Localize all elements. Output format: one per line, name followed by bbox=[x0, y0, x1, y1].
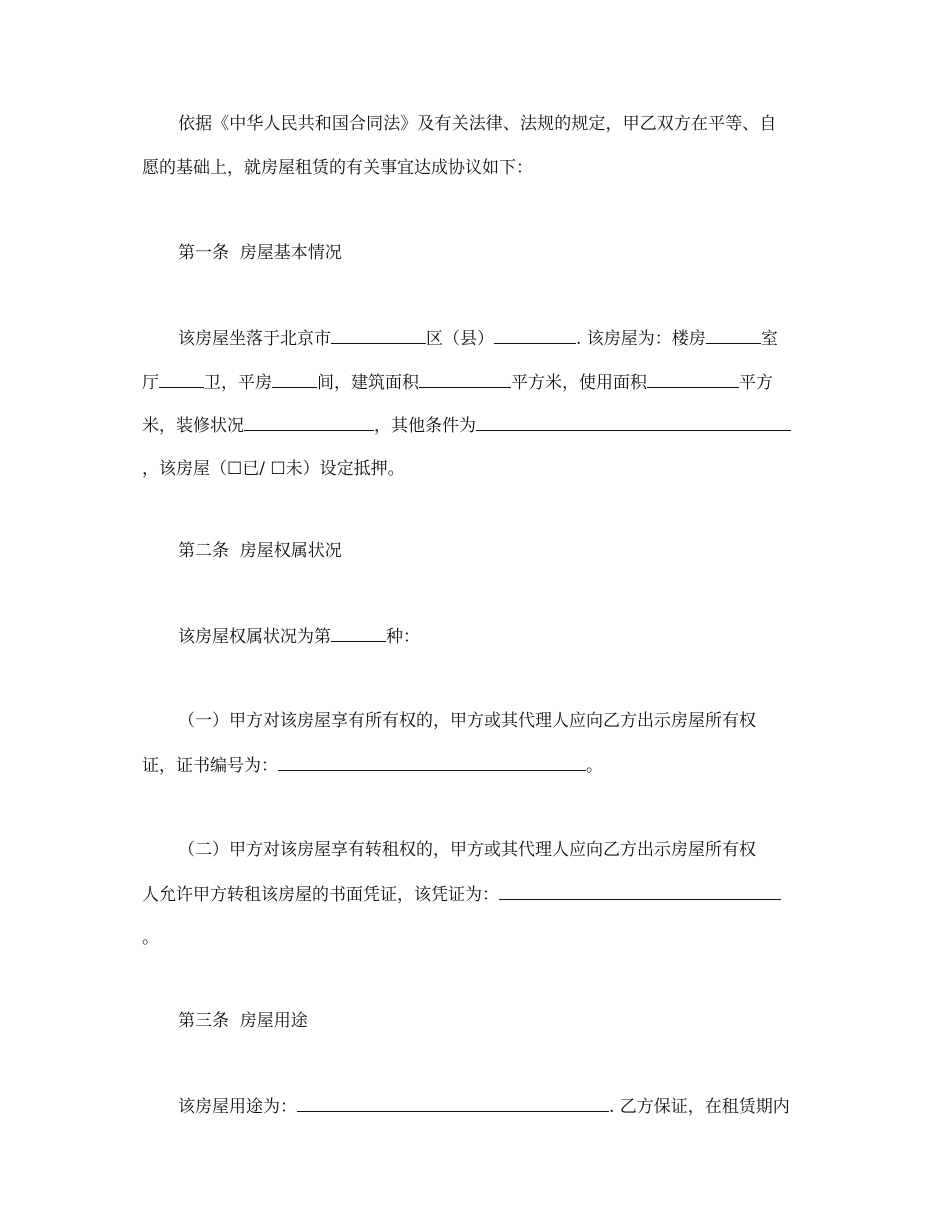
article1-text-3a: 米，装修状况 bbox=[142, 416, 244, 436]
article1-line-4 bbox=[142, 456, 814, 482]
article1-text-1a: 该房屋坐落于北京市 bbox=[178, 329, 331, 349]
article1-text-2e: 平方 bbox=[739, 373, 773, 393]
bungalow-rooms-blank[interactable] bbox=[272, 369, 317, 388]
article2-item2-text-2: 人允许甲方转租该房屋的书面凭证，该凭证为： bbox=[142, 885, 499, 905]
rooms-blank[interactable] bbox=[706, 325, 761, 344]
article2-item1-line-2 bbox=[142, 752, 814, 778]
article1-text-1d: 室 bbox=[760, 329, 778, 349]
intro-line-1 bbox=[178, 111, 814, 137]
article1-text-2b: 卫，平房 bbox=[204, 373, 272, 393]
article3-text-1b: . 乙方保证，在租赁期内 bbox=[609, 1097, 790, 1117]
county-blank[interactable] bbox=[494, 325, 576, 344]
article2-item1-text-2b: 。 bbox=[586, 756, 603, 776]
other-conditions-blank[interactable] bbox=[476, 412, 791, 431]
intro-line-2 bbox=[142, 155, 814, 181]
article3-line-1 bbox=[178, 1093, 814, 1119]
article1-line-1 bbox=[178, 325, 814, 351]
article2-text-1a: 该房屋权属状况为第 bbox=[178, 627, 331, 647]
article1-text-1c: . 该房屋为：楼房 bbox=[576, 329, 706, 349]
article2-line-1 bbox=[178, 623, 814, 649]
certificate-number-blank[interactable] bbox=[278, 752, 586, 771]
article1-text-2a: 厅 bbox=[142, 373, 159, 393]
building-area-blank[interactable] bbox=[419, 369, 511, 388]
article2-item2-line-1 bbox=[178, 837, 814, 863]
article1-heading bbox=[178, 240, 814, 266]
article1-line-2 bbox=[142, 369, 814, 395]
house-use-blank[interactable] bbox=[297, 1093, 609, 1112]
article1-text-1b: 区（县） bbox=[426, 329, 494, 349]
article2-item2-text-3: 。 bbox=[142, 928, 159, 948]
article1-text-4: ，该房屋（☐已/ ☐未）设定抵押。 bbox=[142, 459, 405, 479]
article2-item2-line-2 bbox=[142, 881, 814, 907]
article1-line-3 bbox=[142, 412, 814, 438]
article2-heading bbox=[178, 538, 814, 564]
article1-text-2c: 间，建筑面积 bbox=[317, 373, 419, 393]
usable-area-blank[interactable] bbox=[647, 369, 739, 388]
district-blank[interactable] bbox=[331, 325, 426, 344]
article1-text-3b: ，其他条件为 bbox=[374, 416, 476, 436]
article3-heading-text: 第三条 房屋用途 bbox=[178, 1011, 308, 1031]
sublease-proof-blank[interactable] bbox=[499, 881, 781, 900]
decoration-blank[interactable] bbox=[244, 412, 374, 431]
article3-text-1a: 该房屋用途为： bbox=[178, 1097, 297, 1117]
intro-text-2: 愿的基础上，就房屋租赁的有关事宜达成协议如下： bbox=[142, 158, 533, 178]
article2-item1-text-2a: 证，证书编号为： bbox=[142, 756, 278, 776]
article2-item2-text-1: （二）甲方对该房屋享有转租权的，甲方或其代理人应向乙方出示房屋所有权 bbox=[178, 840, 756, 860]
article2-text-1b: 种： bbox=[386, 627, 420, 647]
article2-item2-line-3 bbox=[142, 925, 814, 951]
article3-heading bbox=[178, 1008, 814, 1034]
halls-blank[interactable] bbox=[159, 369, 204, 388]
article2-item1-text-1: （一）甲方对该房屋享有所有权的，甲方或其代理人应向乙方出示房屋所有权 bbox=[178, 711, 756, 731]
article2-heading-text: 第二条 房屋权属状况 bbox=[178, 541, 342, 561]
intro-text-1: 依据《中华人民共和国合同法》及有关法律、法规的规定，甲乙双方在平等、自 bbox=[178, 114, 777, 134]
article1-heading-text: 第一条 房屋基本情况 bbox=[178, 243, 342, 263]
article1-text-2d: 平方米，使用面积 bbox=[511, 373, 647, 393]
ownership-type-blank[interactable] bbox=[331, 623, 386, 642]
article2-item1-line-1 bbox=[178, 708, 814, 734]
